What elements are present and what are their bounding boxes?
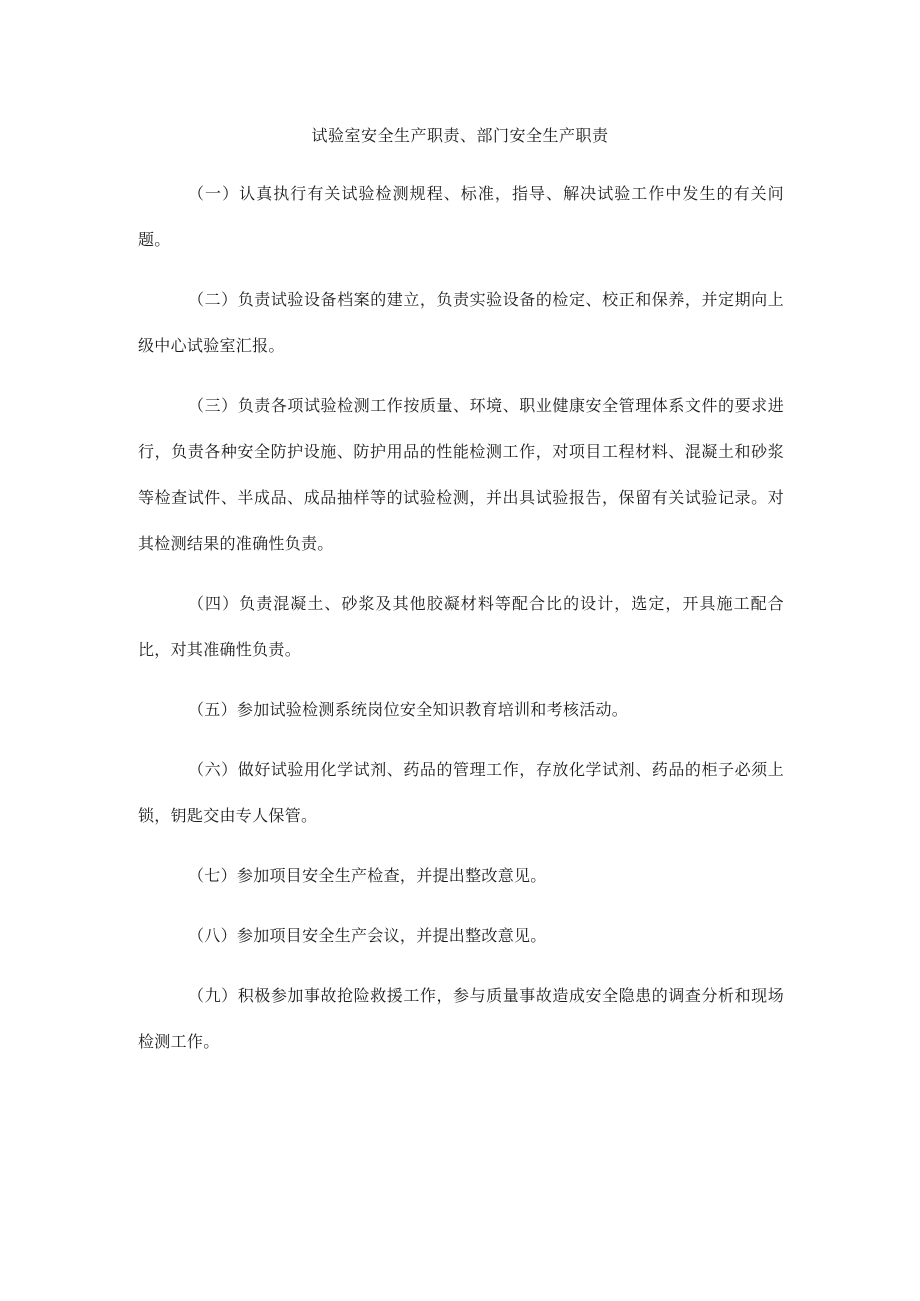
- paragraph-7: （七）参加项目安全生产检查，并提出整改意见。: [188, 866, 547, 885]
- paragraph-4: （四）负责混凝土、砂浆及其他胶凝材料等配合比的设计，选定，开具施工配合比，对其准确性负责。: [138, 594, 784, 659]
- paragraph-2: （二）负责试验设备档案的建立，负责实验设备的检定、校正和保养，并定期向上级中心试验室汇报。: [138, 290, 784, 355]
- paragraph-8: （八）参加项目安全生产会议，并提出整改意见。: [188, 926, 547, 945]
- paragraph-6: （六）做好试验用化学试剂、药品的管理工作，存放化学试剂、药品的柜子必须上锁，钥匙交由专人保管。: [138, 760, 784, 825]
- document-title: 试验室安全生产职责、部门安全生产职责: [311, 126, 609, 145]
- document-body: [138, 171, 784, 1079]
- paragraph-3: （三）负责各项试验检测工作按质量、环境、职业健康安全管理体系文件的要求进行，负责各种安全防护设施、防护用品的性能检测工作，对项目工程材料、混凝土和砂浆等检查试件、半成品、成品抽样等的试验检测，并出具试验报告，保留有关试验记录。对其检测结果的准确性负责。: [138, 396, 784, 553]
- paragraph-9: （九）积极参加事故抢险救援工作，参与质量事故造成安全隐患的调查分析和现场检测工作。: [138, 986, 784, 1051]
- paragraph-1: （一）认真执行有关试验检测规程、标准，指导、解决试验工作中发生的有关问题。: [138, 184, 784, 249]
- paragraph-5: （五）参加试验检测系统岗位安全知识教育培训和考核活动。: [188, 700, 629, 719]
